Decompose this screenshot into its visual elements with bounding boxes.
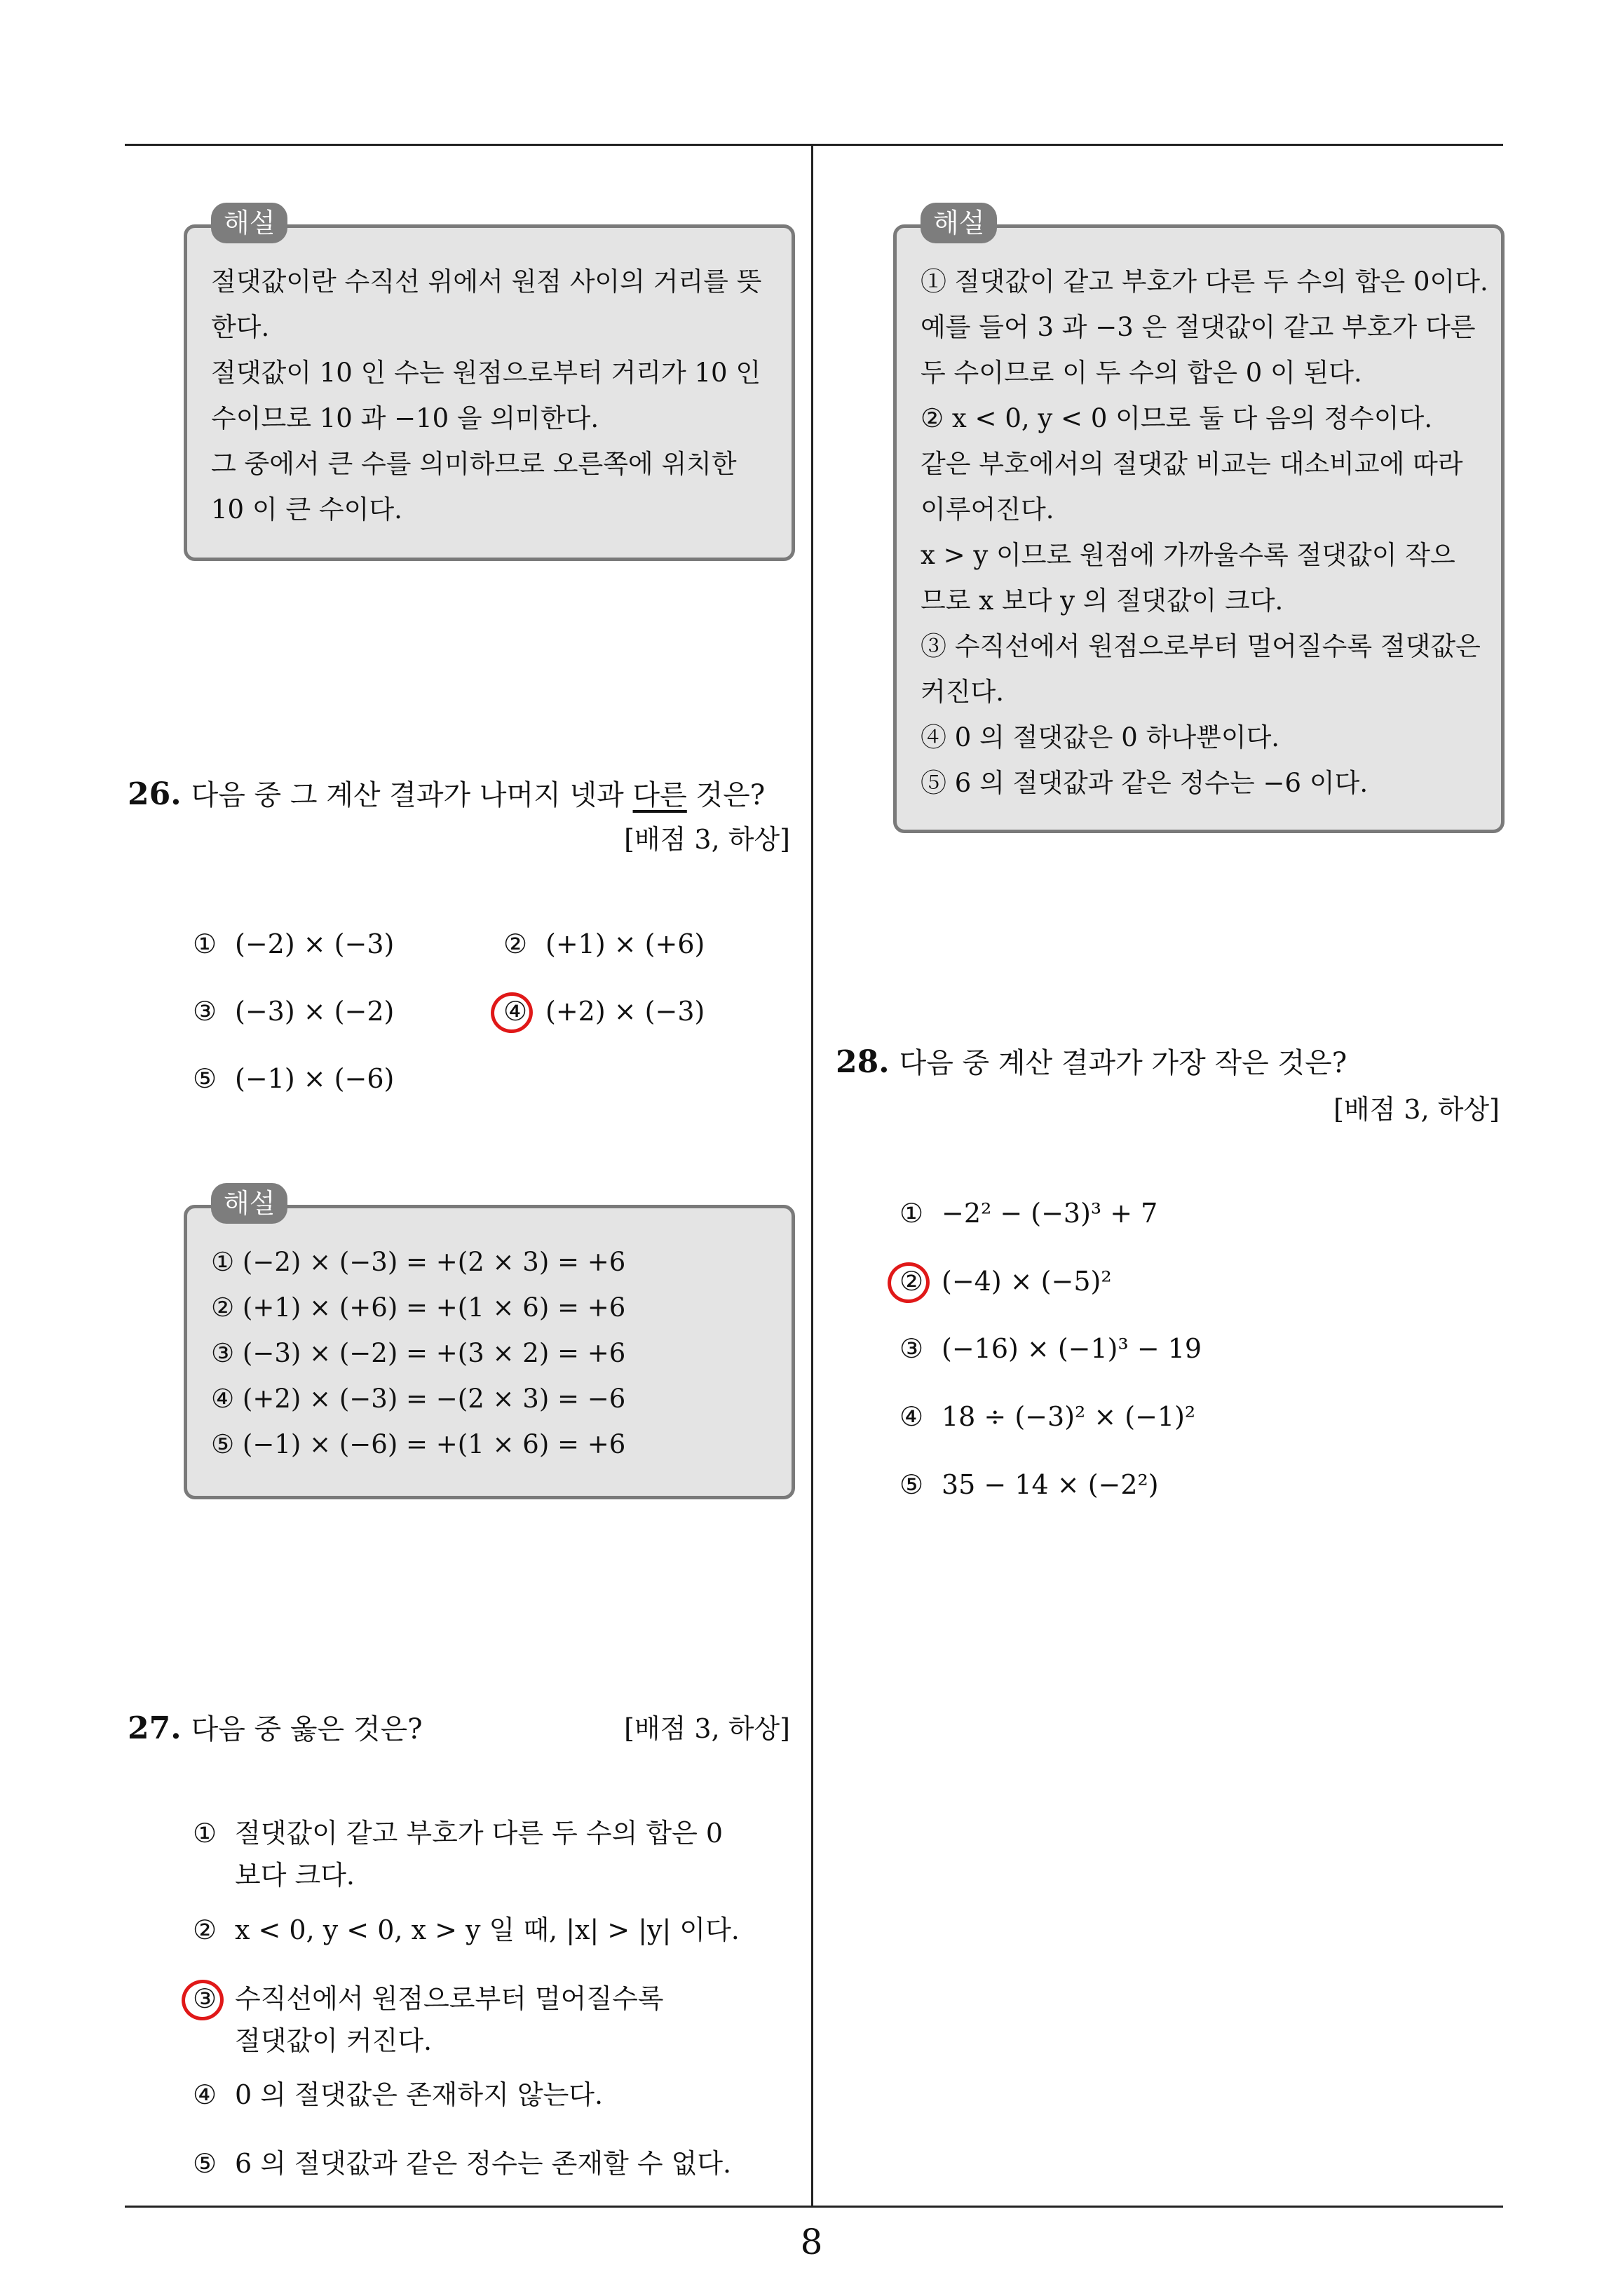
question-number: 26. (128, 776, 182, 812)
choice-text: 6 의 절댓값과 같은 정수는 존재할 수 없다. (235, 2148, 732, 2179)
choice-mark: ② (899, 1266, 924, 1297)
explanation-line: ④ (+2) × (−3) = −(2 × 3) = −6 (211, 1384, 626, 1414)
q26-choice-3[interactable] (193, 990, 394, 1032)
choice-mark: ② (503, 928, 528, 959)
choice-mark: ④ (193, 2079, 217, 2110)
explanation-line: 므로 x 보다 y 의 절댓값이 크다. (921, 586, 1284, 616)
choice-mark: ① (193, 928, 217, 959)
explanation-line: 절댓값이 10 인 수는 원점으로부터 거리가 10 인 (211, 358, 761, 388)
q28-choice-3[interactable] (899, 1328, 1202, 1370)
explanation-line: ① 절댓값이 같고 부호가 다른 두 수의 합은 0이다. (921, 266, 1488, 297)
explanation-label: 해설 (921, 203, 997, 243)
choice-mark: ③ (899, 1333, 924, 1364)
question-text: 다음 중 그 계산 결과가 나머지 넷과 (191, 779, 633, 811)
choice-text: (−2) × (−3) (235, 928, 395, 959)
explanation-box-prev (184, 208, 795, 561)
choice-text: (−1) × (−6) (235, 1063, 395, 1094)
question-27-score: [배점 3, 하상] (624, 1713, 790, 1744)
q27-choice-1[interactable] (193, 1812, 723, 1896)
choice-text: 0 의 절댓값은 존재하지 않는다. (235, 2079, 604, 2110)
q27-choice-4[interactable] (193, 2074, 603, 2116)
choice-mark: ④ (899, 1401, 924, 1432)
top-rule (125, 144, 1503, 146)
choice-text: (+2) × (−3) (545, 996, 705, 1027)
choice-mark: ③ (193, 996, 217, 1027)
explanation-line: ⑤ 6 의 절댓값과 같은 정수는 −6 이다. (921, 768, 1369, 798)
explanation-line: 이루어진다. (921, 494, 1054, 525)
choice-text: −2² − (−3)³ + 7 (942, 1198, 1158, 1229)
choice-text: 절댓값이 커진다. (235, 2025, 433, 2056)
choice-text: (−16) × (−1)³ − 19 (942, 1333, 1202, 1364)
choice-mark: ① (899, 1198, 924, 1229)
choice-text: (−3) × (−2) (235, 996, 395, 1027)
choice-text: 수직선에서 원점으로부터 멀어질수록 (235, 1983, 664, 2014)
q27-choice-5[interactable] (193, 2142, 731, 2184)
choice-mark: ⑤ (193, 2148, 217, 2179)
explanation-line: 그 중에서 큰 수를 의미하므로 오른쪽에 위치한 (211, 449, 737, 479)
page-number: 8 (800, 2222, 823, 2262)
question-number: 27. (128, 1710, 182, 1746)
q26-choice-2[interactable] (503, 923, 705, 965)
q28-choice-1[interactable] (899, 1192, 1157, 1234)
q26-choice-1[interactable] (193, 923, 394, 965)
explanation-line: ③ (−3) × (−2) = +(3 × 2) = +6 (211, 1338, 626, 1368)
explanation-line: 같은 부호에서의 절댓값 비교는 대소비교에 따라 (921, 449, 1463, 479)
choice-mark: ⑤ (899, 1469, 924, 1500)
explanation-label: 해설 (211, 203, 287, 243)
choice-mark: ⑤ (193, 1063, 217, 1094)
choice-text: 18 ÷ (−3)² × (−1)² (942, 1401, 1196, 1432)
q27-choice-2[interactable] (193, 1909, 740, 1951)
explanation-label: 해설 (211, 1183, 287, 1224)
explanation-box-q27 (893, 208, 1505, 833)
choice-text: (+1) × (+6) (545, 928, 705, 959)
question-26-stem (128, 774, 765, 816)
explanation-box-q26 (184, 1188, 795, 1499)
question-text-underlined: 다른 (632, 779, 687, 811)
explanation-line: 절댓값이란 수직선 위에서 원점 사이의 거리를 뜻 (211, 266, 762, 297)
explanation-line: 한다. (211, 312, 270, 342)
column-divider (811, 144, 813, 2206)
choice-text: 35 − 14 × (−2²) (942, 1469, 1159, 1500)
explanation-line: ② x < 0, y < 0 이므로 둘 다 음의 정수이다. (921, 403, 1433, 433)
question-text: 다음 중 계산 결과가 가장 작은 것은? (899, 1047, 1347, 1079)
question-26-score: [배점 3, 하상] (624, 824, 790, 855)
choice-mark: ③ (193, 1983, 217, 2014)
explanation-line: ① (−2) × (−3) = +(2 × 3) = +6 (211, 1247, 626, 1277)
question-text: 다음 중 옳은 것은? (191, 1713, 423, 1745)
explanation-line: 예를 들어 3 과 −3 은 절댓값이 같고 부호가 다른 (921, 312, 1476, 342)
explanation-line: 10 이 큰 수이다. (211, 494, 402, 525)
choice-mark: ④ (503, 996, 528, 1027)
choice-text: 절댓값이 같고 부호가 다른 두 수의 합은 0 (235, 1818, 724, 1849)
q28-choice-4[interactable] (899, 1396, 1195, 1438)
choice-text: (−4) × (−5)² (942, 1266, 1112, 1297)
q27-choice-3[interactable] (193, 1978, 664, 2062)
bottom-rule (125, 2206, 1503, 2208)
explanation-line: ③ 수직선에서 원점으로부터 멀어질수록 절댓값은 (921, 631, 1481, 661)
explanation-line: 커진다. (921, 677, 1004, 707)
choice-text: 보다 크다. (235, 1860, 355, 1891)
choice-text: x < 0, y < 0, x > y 일 때, |x| > |y| 이다. (235, 1915, 740, 1945)
question-28-score: [배점 3, 하상] (1333, 1094, 1500, 1125)
choice-mark: ② (193, 1915, 217, 1945)
question-28-stem (836, 1041, 1347, 1084)
q26-choice-4[interactable] (503, 990, 705, 1032)
question-text: 것은? (686, 779, 766, 811)
q26-choice-5[interactable] (193, 1058, 394, 1100)
explanation-line: x > y 이므로 원점에 가까울수록 절댓값이 작으 (921, 540, 1455, 570)
choice-mark: ① (193, 1818, 217, 1849)
question-27-stem (128, 1708, 423, 1750)
explanation-line: ④ 0 의 절댓값은 0 하나뿐이다. (921, 722, 1280, 752)
question-number: 28. (836, 1044, 890, 1080)
q28-choice-2[interactable] (899, 1260, 1112, 1302)
explanation-line: ② (+1) × (+6) = +(1 × 6) = +6 (211, 1292, 626, 1323)
explanation-line: ⑤ (−1) × (−6) = +(1 × 6) = +6 (211, 1429, 626, 1459)
explanation-line: 두 수이므로 이 두 수의 합은 0 이 된다. (921, 358, 1362, 388)
q28-choice-5[interactable] (899, 1464, 1159, 1506)
explanation-line: 수이므로 10 과 −10 을 의미한다. (211, 403, 599, 433)
